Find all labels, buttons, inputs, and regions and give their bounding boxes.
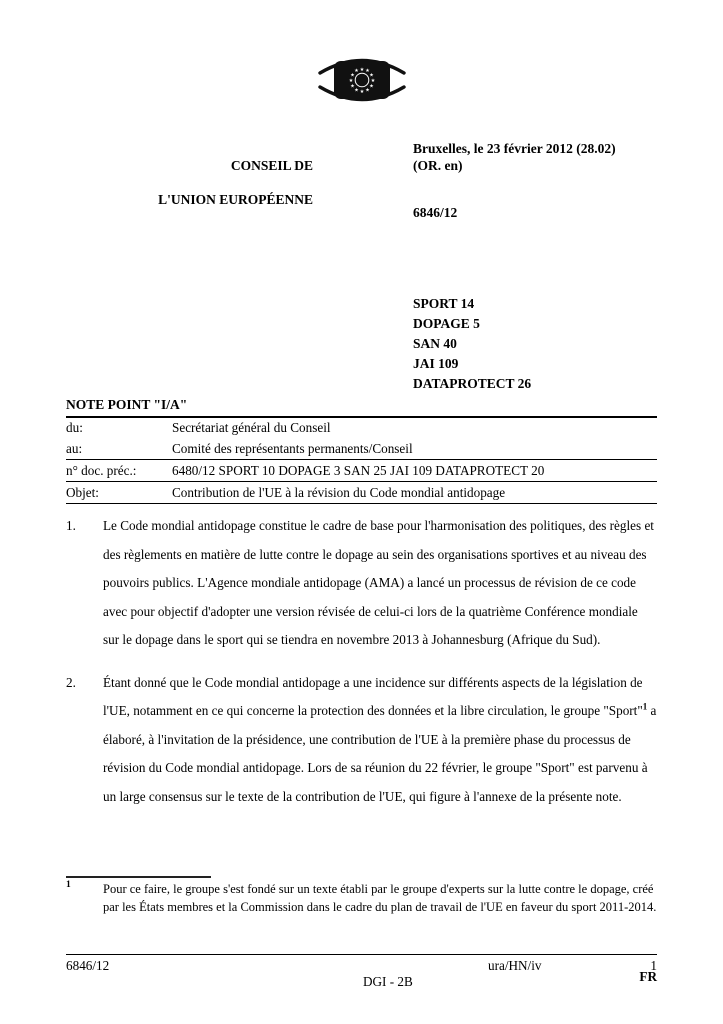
row-label: au:: [66, 441, 83, 456]
tag: DATAPROTECT 26: [413, 376, 532, 391]
row-value: Secrétariat général du Conseil: [172, 420, 331, 435]
footer-doc-number: 6846/12: [66, 958, 110, 973]
svg-text:★: ★: [369, 72, 374, 79]
place-date: Bruxelles, le 23 février 2012 (28.02): [413, 141, 616, 156]
svg-text:★: ★: [359, 88, 365, 95]
paragraph-number: 1.: [66, 518, 76, 533]
svg-text:★: ★: [350, 72, 355, 79]
svg-text:★: ★: [369, 83, 374, 90]
footnote-reference: 1: [642, 701, 648, 712]
document-number: 6846/12: [413, 205, 458, 220]
original-language: (OR. en): [413, 158, 463, 173]
paragraph-2: [66, 669, 657, 812]
svg-text:★: ★: [359, 66, 365, 73]
svg-text:★: ★: [354, 68, 359, 75]
table-row: [66, 460, 657, 482]
row-value: Comité des représentants permanents/Conseil: [172, 441, 413, 456]
svg-text:★: ★: [350, 83, 355, 90]
paragraph-1: [66, 512, 657, 655]
tag: SAN 40: [413, 336, 457, 351]
tag: DOPAGE 5: [413, 316, 480, 331]
footer-initials: ura/HN/iv: [488, 958, 542, 973]
institution-line2: L'UNION EUROPÉENNE: [158, 192, 313, 207]
svg-text:★: ★: [365, 87, 370, 94]
svg-text:★: ★: [365, 68, 370, 75]
tag: JAI 109: [413, 356, 459, 371]
row-label: n° doc. préc.:: [66, 463, 137, 478]
footer-department: DGI - 2B: [363, 974, 413, 989]
svg-text:★: ★: [348, 77, 354, 84]
tag: SPORT 14: [413, 296, 475, 311]
row-label: Objet:: [66, 485, 99, 500]
paragraph-number: 2.: [66, 674, 76, 690]
note-title: NOTE POINT "I/A": [66, 397, 657, 418]
table-row: [66, 438, 657, 460]
row-value: Contribution de l'UE à la révision du Code mondial antidopage: [172, 485, 506, 500]
table-row: [66, 482, 657, 504]
page-footer: [66, 954, 657, 1000]
eu-council-emblem-icon: [318, 56, 406, 104]
row-label: du:: [66, 420, 83, 435]
institution-name: [66, 140, 313, 225]
footnote-marker: 1: [66, 880, 71, 890]
footer-language-code: FR: [639, 969, 657, 984]
paragraph-text: Le Code mondial antidopage constitue le cadre de base pour l'harmonisation des politiques, des règles et des règlements en matière de lutte contre le dopage au sein des organisations sportives et au niveau des pouvoirs publics. L'Agence mondiale antidopage (AMA) a lancé un processus de révision de ce code avec pour objectif d'adopter une version révisée de celui-ci lors de la quatrième Conférence mondiale sur le dopage dans le sport qui se tiendra en novembre 2013 à Johannesburg (Afrique du Sud).: [103, 518, 654, 647]
document-body: [66, 512, 657, 825]
paragraph-text: [103, 669, 657, 812]
note-header-table: [66, 417, 657, 504]
svg-text:★: ★: [370, 77, 376, 84]
institution-line1: CONSEIL DE: [230, 158, 313, 173]
subject-tags: [413, 294, 531, 394]
footnote-separator: [66, 876, 211, 878]
footnote-block: [66, 876, 657, 916]
footnote-text: Pour ce faire, le groupe s'est fondé sur un texte établi par le groupe d'experts sur la lutte contre le dopage, créé par les États membres et la Commission dans le cadre du plan de travail de l'UE en faveur du sport 2011-2014.: [103, 882, 657, 914]
table-row: [66, 417, 657, 438]
paragraph-text-segment: Étant donné que le Code mondial antidopage a une incidence sur différents aspects de la législation de l'UE, notamment en ce qui concerne la protection des données et la libre circulation, le groupe "Sport": [103, 674, 643, 718]
footer-page-number: 1: [650, 958, 657, 973]
paragraph-text-segment: a élaboré, à l'invitation de la présidence, une contribution de l'UE à la première phase du processus de révision du Code mondial antidopage. Lors de sa réunion du 22 février, le groupe "Sport" est parvenu à un large consensus sur le texte de la contribution de l'UE, qui figure à l'annexe de la présente note.: [103, 703, 657, 804]
svg-text:★: ★: [354, 87, 359, 94]
row-value: 6480/12 SPORT 10 DOPAGE 3 SAN 25 JAI 109 DATAPROTECT 20: [172, 463, 545, 478]
footnote: [66, 881, 657, 916]
place-date-block: [413, 140, 673, 174]
